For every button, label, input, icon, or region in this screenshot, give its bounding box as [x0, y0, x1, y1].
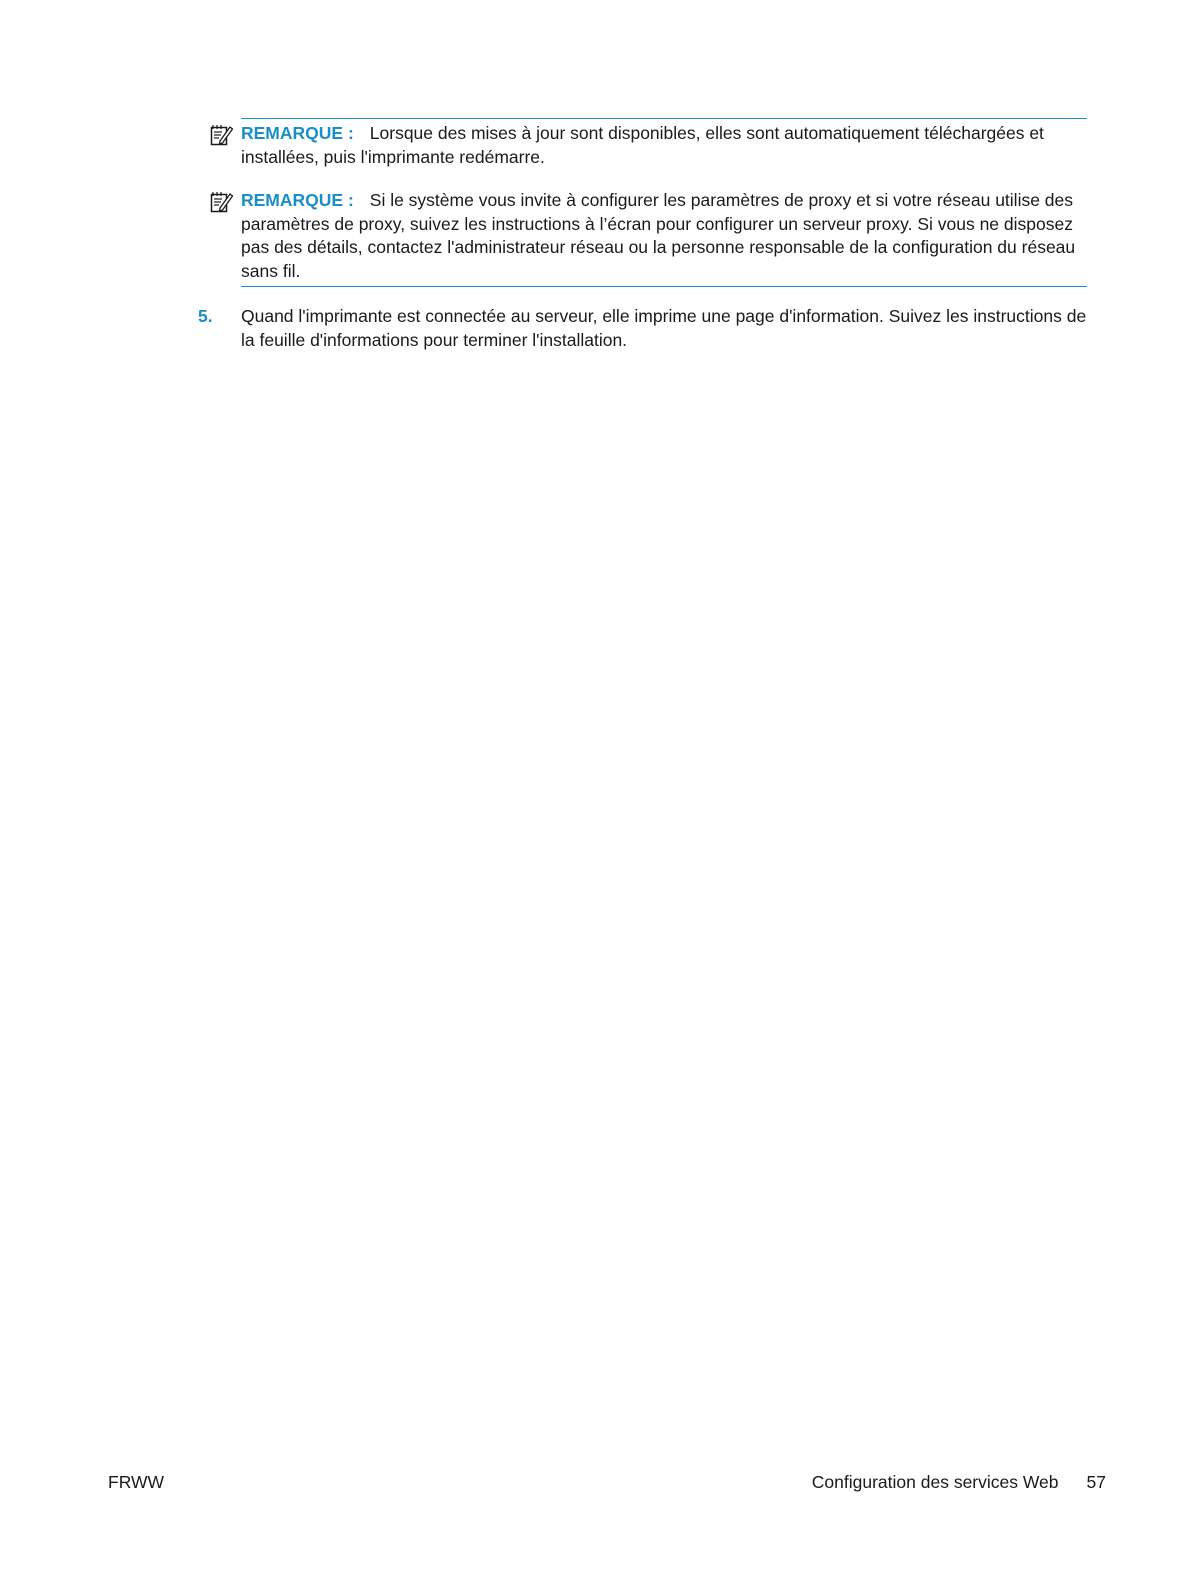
note-text [241, 122, 1087, 169]
note-bottom-rule [241, 286, 1087, 287]
step-number: 5. [198, 306, 213, 326]
note-pencil-icon [210, 124, 234, 146]
note-2 [210, 189, 1087, 283]
note-body: Lorsque des mises à jour sont disponibles, elles sont automatiquement téléchargées et installées, puis l'imprimante redémarre. [241, 123, 1044, 167]
footer-section-title: Configuration des services Web [811, 1472, 1059, 1492]
footer-right [812, 1472, 1106, 1493]
note-text [241, 189, 1087, 283]
step-text: Quand l'imprimante est connectée au serveur, elle imprime une page d'information. Suivez les instructions de la feuille d'informations pour terminer l'installation. [241, 306, 1087, 350]
footer-locale: FRWW [108, 1472, 165, 1492]
note-1 [210, 122, 1087, 169]
footer-page-number: 57 [1086, 1472, 1106, 1492]
note-label: REMARQUE : [241, 123, 354, 143]
note-body: Si le système vous invite à configurer les paramètres de proxy et si votre réseau utilise des paramètres de proxy, suivez les instructions à l’écran pour configurer un serveur proxy. Si vous ne disposez pas des détails, contactez l'administrateur réseau ou la personne responsable de la configuration du réseau sans fil. [241, 190, 1076, 281]
note-label: REMARQUE : [241, 190, 354, 210]
note-top-rule [241, 118, 1087, 119]
note-pencil-icon [210, 191, 234, 213]
step-5 [198, 305, 1087, 352]
